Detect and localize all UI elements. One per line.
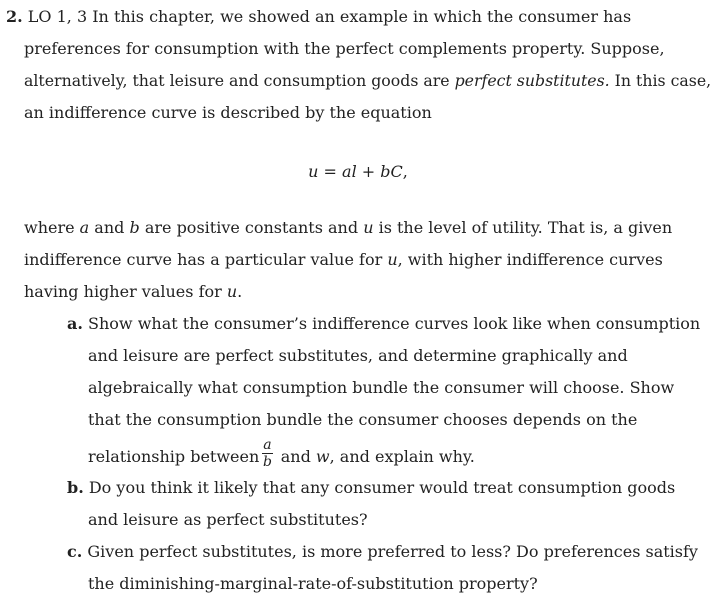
eq-plus: + — [356, 162, 381, 181]
part-b-line-2: and leisure as perfect substitutes? — [88, 510, 368, 529]
eq-C: C — [390, 162, 403, 181]
fraction-denominator: b — [262, 454, 272, 470]
part-c-line-2: the diminishing-marginal-rate-of-substitution property? — [88, 574, 538, 593]
text: . — [237, 282, 243, 301]
text: and — [89, 218, 130, 237]
var-b: b — [129, 218, 140, 237]
part-a-line-3: algebraically what consumption bundle the consumer will choose. Show — [88, 378, 675, 397]
eq-a: a — [342, 162, 352, 181]
fraction-a-over-b — [262, 438, 272, 469]
text: , with higher indifference curves — [397, 250, 663, 269]
problem-number: 2. — [6, 7, 23, 26]
text: where — [24, 218, 80, 237]
text: relationship between — [88, 447, 260, 466]
intro-line-1 — [6, 7, 631, 27]
part-c-line-1 — [67, 542, 698, 562]
after-eq-line-1 — [24, 218, 672, 238]
var-u: u — [363, 218, 374, 237]
intro-emphasis: perfect substitutes. — [454, 71, 610, 90]
eq-comma: , — [402, 162, 408, 181]
intro-text-1: LO 1, 3 In this chapter, we showed an example in which the consumer has — [22, 7, 632, 26]
text: indifference curve has a particular value for — [24, 250, 388, 269]
part-c-label: c. — [67, 542, 83, 561]
part-a-line-1 — [67, 314, 700, 334]
text: having higher values for — [24, 282, 227, 301]
text: are positive constants and — [139, 218, 364, 237]
part-a-label: a. — [67, 314, 83, 333]
eq-l: l — [351, 162, 357, 181]
part-b-label: b. — [67, 478, 84, 497]
part-b-text: Do you think it likely that any consumer would treat consumption goods — [83, 478, 676, 497]
var-u: u — [387, 250, 398, 269]
part-a-line-5 — [88, 437, 475, 473]
part-a-text: Show what the consumer’s indifference curves look like when consumption — [82, 314, 701, 333]
intro-text-3: alternatively, that leisure and consumption goods are — [24, 71, 455, 90]
after-eq-line-2 — [24, 250, 663, 270]
part-a-line-2: and leisure are perfect substitutes, and determine graphically and — [88, 346, 628, 365]
after-eq-line-3 — [24, 282, 242, 302]
var-u: u — [226, 282, 238, 301]
var-a: a — [79, 218, 90, 237]
intro-line-4: an indifference curve is described by the equation — [24, 103, 432, 122]
part-c-text: Given perfect substitutes, is more preferred to less? Do preferences satisfy — [82, 542, 698, 561]
part-a-line-4: that the consumption bundle the consumer chooses depends on the — [88, 410, 638, 429]
fraction-numerator: a — [263, 437, 272, 453]
text: is the level of utility. That is, a given — [373, 218, 673, 237]
var-w: w — [315, 447, 330, 466]
part-b-line-1 — [67, 478, 675, 498]
intro-line-3 — [24, 71, 711, 91]
intro-line-2: preferences for consumption with the perfect complements property. Suppose, — [24, 39, 665, 58]
eq-b: b — [380, 162, 391, 181]
utility-equation — [0, 161, 716, 183]
intro-tail: In this case, — [609, 71, 712, 90]
eq-equals: = — [318, 162, 343, 181]
text: and — [275, 447, 316, 466]
eq-u: u — [308, 162, 319, 181]
text: , and explain why. — [329, 447, 475, 466]
